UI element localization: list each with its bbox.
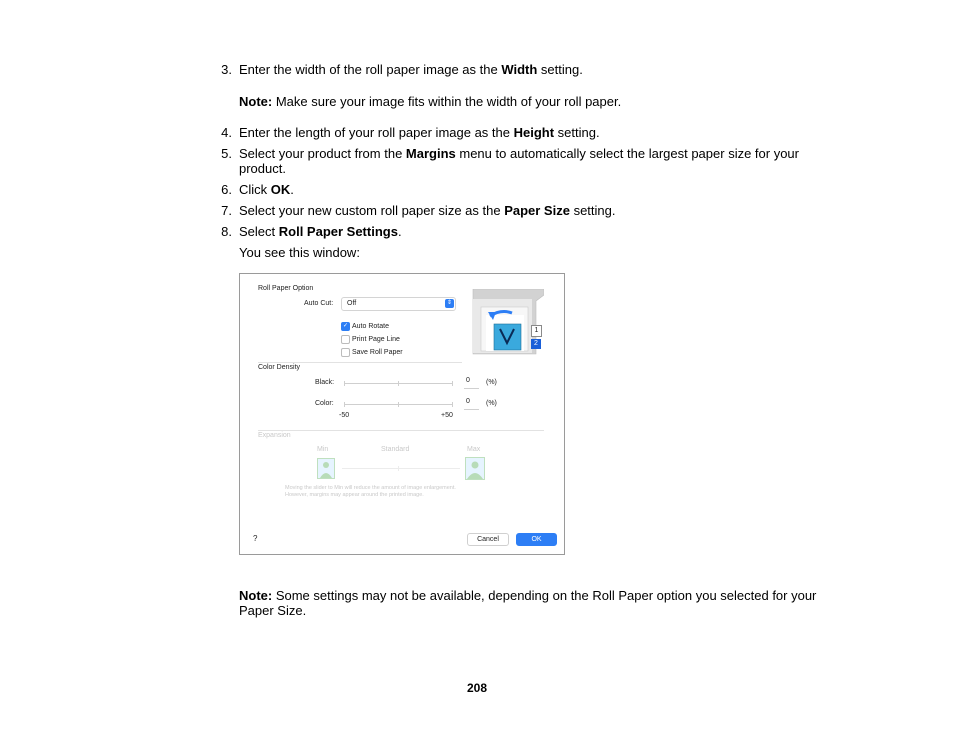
section-color-density: Color Density xyxy=(258,364,301,371)
step-number: 3. xyxy=(221,62,232,77)
printer-illustration xyxy=(440,289,544,357)
paper-source-badge-1: 1 xyxy=(531,325,542,337)
expansion-standard-label: Standard xyxy=(381,446,410,453)
expansion-note-2: However, margins may appear around the printed image. xyxy=(285,492,424,498)
paper-source-badge-2: 2 xyxy=(531,339,541,349)
step-bold-term: OK xyxy=(270,182,291,197)
divider xyxy=(258,362,462,363)
help-button[interactable]: ? xyxy=(253,534,258,543)
section-expansion: Expansion xyxy=(258,432,291,439)
black-value-field[interactable] xyxy=(464,377,479,389)
ok-button[interactable]: OK xyxy=(516,533,557,546)
step-bold-term: Height xyxy=(513,125,555,140)
step-bold-term: Paper Size xyxy=(504,203,570,218)
scale-min: -50 xyxy=(339,412,350,419)
person-min-icon xyxy=(317,458,335,479)
divider xyxy=(258,430,544,431)
auto-rotate-checkbox[interactable]: ✓ xyxy=(342,323,349,329)
step-number: 7. xyxy=(221,203,232,218)
step-text: setting. xyxy=(569,203,616,218)
slider-tick xyxy=(398,466,399,471)
black-unit: (%) xyxy=(486,379,497,386)
color-value: 0 xyxy=(466,398,470,405)
step-number: 6. xyxy=(221,182,232,197)
slider-tick xyxy=(398,381,399,386)
step-text: Select xyxy=(239,224,279,239)
step-text: Enter the width of the roll paper image as the xyxy=(239,62,502,77)
print-page-line-checkbox[interactable] xyxy=(341,335,350,344)
step-text: Click xyxy=(239,182,271,197)
section-roll-paper-option: Roll Paper Option xyxy=(258,285,314,292)
black-value: 0 xyxy=(466,377,470,384)
person-max-icon xyxy=(465,457,485,480)
auto-cut-select[interactable] xyxy=(341,297,456,311)
step-text: Select your product from the xyxy=(239,146,406,161)
note-label: Note: xyxy=(239,588,273,603)
slider-tick xyxy=(452,381,453,386)
step-bold-term: Margins xyxy=(405,146,456,161)
step-text: setting. xyxy=(537,62,583,77)
slider-tick xyxy=(398,402,399,407)
auto-rotate-label: Auto Rotate xyxy=(352,323,389,330)
auto-cut-value: Off xyxy=(347,300,357,307)
step-number: 5. xyxy=(221,146,232,161)
note-settings xyxy=(239,588,829,618)
auto-cut-label: Auto Cut: xyxy=(304,300,334,307)
step-bold-term: Width xyxy=(501,62,538,77)
step-text: Enter the length of your roll paper image as the xyxy=(239,125,514,140)
expansion-max-label: Max xyxy=(467,446,481,453)
black-label: Black: xyxy=(315,379,335,386)
step-text: . xyxy=(397,224,402,239)
step-number: 4. xyxy=(221,125,232,140)
color-label: Color: xyxy=(315,400,334,407)
cancel-button[interactable]: Cancel xyxy=(467,533,509,546)
note-label: Note: xyxy=(239,94,273,109)
note-width xyxy=(239,94,829,109)
note-text: Make sure your image fits within the width of your roll paper. xyxy=(272,94,622,109)
note-text: Some settings may not be available, depending on the Roll Paper option you selected for your Paper Size. xyxy=(239,588,817,618)
roll-paper-settings-dialog xyxy=(239,273,565,555)
scale-max: +50 xyxy=(441,412,453,419)
save-roll-paper-checkbox[interactable] xyxy=(341,348,350,357)
expansion-note-1: Moving the slider to Min will reduce the amount of image enlargement. xyxy=(285,485,456,491)
step-bold-term: Roll Paper Settings xyxy=(278,224,398,239)
print-page-line-label: Print Page Line xyxy=(352,336,400,343)
slider-tick xyxy=(344,381,345,386)
step-text: Select your new custom roll paper size as the xyxy=(239,203,505,218)
step-number: 8. xyxy=(221,224,232,239)
you-see-text: You see this window: xyxy=(239,245,360,260)
slider-tick xyxy=(452,402,453,407)
step-text: . xyxy=(290,182,294,197)
page-number: 208 xyxy=(466,681,488,695)
save-roll-paper-label: Save Roll Paper xyxy=(352,349,403,356)
expansion-min-label: Min xyxy=(317,446,329,453)
expansion-slider-track[interactable] xyxy=(342,468,460,469)
chevron-up-down-icon: ⇕ xyxy=(446,300,453,306)
slider-tick xyxy=(344,402,345,407)
color-unit: (%) xyxy=(486,400,497,407)
color-value-field[interactable] xyxy=(464,398,479,410)
step-text: setting. xyxy=(554,125,600,140)
step-text: menu to automatically select the largest paper size for your product. xyxy=(239,146,799,176)
